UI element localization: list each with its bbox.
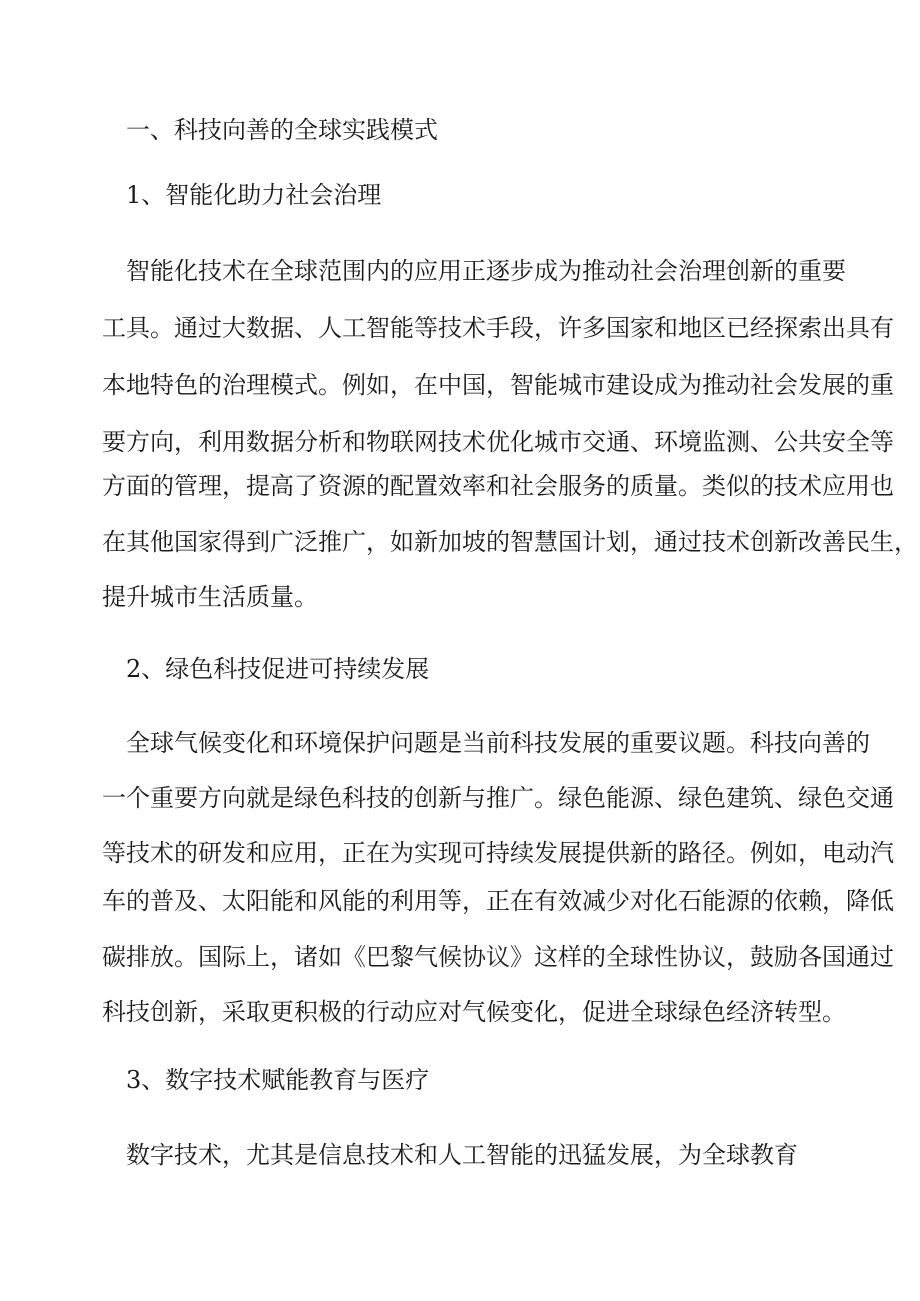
paragraph-1-line-1: 智能化技术在全球范围内的应用正逐步成为推动社会治理创新的重要: [126, 257, 846, 285]
paragraph-3-line-1: 数字技术，尤其是信息技术和人工智能的迅猛发展，为全球教育: [126, 1141, 798, 1169]
paragraph-2-line-2: 一个重要方向就是绿色科技的创新与推广。绿色能源、绿色建筑、绿色交通: [102, 784, 894, 812]
paragraph-2-line-5: 碳排放。国际上，诸如《巴黎气候协议》这样的全球性协议，鼓励各国通过: [102, 943, 894, 971]
paragraph-1-line-6: 在其他国家得到广泛推广，如新加坡的智慧国计划，通过技术创新改善民生，: [102, 528, 918, 556]
paragraph-2-line-6: 科技创新，采取更积极的行动应对气候变化，促进全球绿色经济转型。: [102, 998, 846, 1026]
subheading-2: 2、绿色科技促进可持续发展: [126, 655, 430, 683]
paragraph-2-line-3: 等技术的研发和应用，正在为实现可持续发展提供新的路径。例如，电动汽: [102, 839, 894, 867]
section-title: 一、科技向善的全球实践模式: [126, 116, 438, 144]
paragraph-1-line-5: 方面的管理，提高了资源的配置效率和社会服务的质量。类似的技术应用也: [102, 472, 894, 500]
paragraph-2-line-1: 全球气候变化和环境保护问题是当前科技发展的重要议题。科技向善的: [126, 729, 870, 757]
subheading-1: 1、智能化助力社会治理: [126, 181, 382, 209]
paragraph-1-line-7: 提升城市生活质量。: [102, 583, 318, 611]
paragraph-1-line-2: 工具。通过大数据、人工智能等技术手段，许多国家和地区已经探索出具有: [102, 314, 894, 342]
paragraph-1-line-3: 本地特色的治理模式。例如，在中国，智能城市建设成为推动社会发展的重: [102, 371, 894, 399]
paragraph-1-line-4: 要方向，利用数据分析和物联网技术优化城市交通、环境监测、公共安全等: [102, 428, 894, 456]
subheading-3: 3、数字技术赋能教育与医疗: [126, 1066, 430, 1094]
paragraph-2-line-4: 车的普及、太阳能和风能的利用等，正在有效减少对化石能源的依赖，降低: [102, 887, 894, 915]
